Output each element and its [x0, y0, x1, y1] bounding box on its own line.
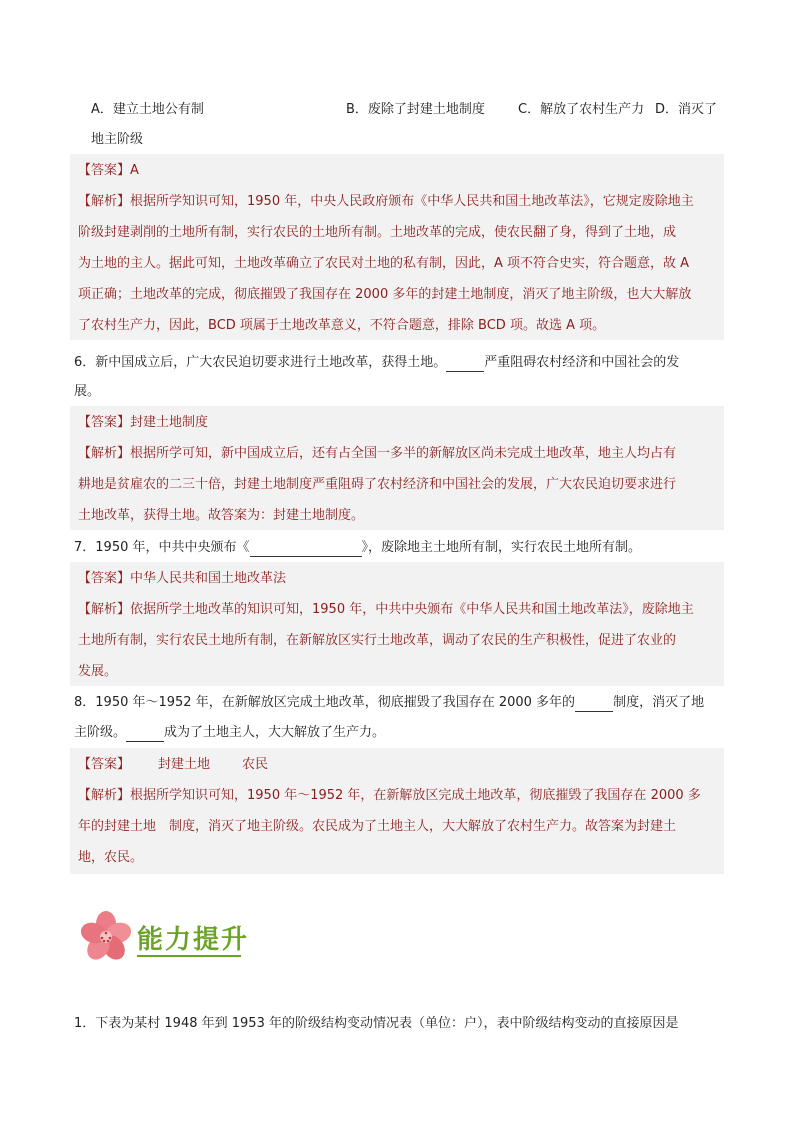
q7-answer: 【答案】中华人民共和国土地改革法 [78, 571, 287, 586]
q6-answer: 【答案】封建土地制度 [78, 415, 209, 430]
ability-section-title: 能力提升 [137, 925, 250, 955]
q5-analysis-line: 阶级封建剥削的土地所有制，实行农民的土地所有制。土地改革的完成，使农民翻了身，得到了土地，成 [78, 225, 677, 240]
q7-text-after: 》，废除地主土地所有制，实行农民土地所有制。 [361, 540, 642, 555]
q5-option-d: D．消灭了 [655, 102, 718, 117]
q8-text-before-2: 主阶级。 [74, 725, 127, 740]
q7-analysis-line: 【解析】依据所学土地改革的知识可知，1950 年，中共中央颁布《中华人民共和国土地改革法》，废除地主 [78, 602, 694, 617]
q8-answer-label: 【答案】 [78, 757, 131, 772]
q7-blank [250, 542, 362, 557]
q6-question-continued: 展。 [74, 384, 101, 399]
q5-option-c: C．解放了农村生产力 [518, 102, 645, 117]
ability-title-underline [137, 955, 241, 957]
q6-text-after: 严重阻碍农村经济和中国社会的发 [484, 355, 680, 370]
q6-answer-block [70, 406, 724, 530]
q7-analysis-line: 发展。 [78, 664, 118, 679]
q8-text-before: 8．1950 年～1952 年，在新解放区完成土地改革，彻底摧毁了我国存在 2000 多年的 [74, 695, 576, 710]
q8-analysis-line: 年的封建土地 制度，消灭了地主阶级。农民成为了土地主人，大大解放了农村生产力。故答案为封建土 [78, 819, 677, 834]
q6-analysis-line: 【解析】根据所学可知，新中国成立后，还有占全国一多半的新解放区尚未完成土地改革，地主人均占有 [78, 446, 677, 461]
ability-question-1: 1．下表为某村 1948 年到 1953 年的阶级结构变动情况表（单位：户），表中阶级结构变动的直接原因是 [74, 1016, 679, 1031]
q8-analysis-line: 地，农民。 [78, 850, 144, 865]
q5-option-a: A．建立土地公有制 [91, 102, 204, 117]
q8-analysis-line: 【解析】根据所学知识可知，1950 年～1952 年，在新解放区完成土地改革，彻底摧毁了我国存在 2000 多 [78, 788, 701, 803]
q8-answer-first: 封建土地 [158, 757, 211, 772]
q8-answer [78, 756, 268, 774]
q6-question [74, 354, 679, 372]
q6-analysis-line: 耕地是贫雇农的二三十倍，封建土地制度严重阻碍了农村经济和中国社会的发展，广大农民迫切要求进行 [78, 477, 677, 492]
q7-question [74, 539, 641, 557]
q7-text-before: 7．1950 年，中共中央颁布《 [74, 540, 250, 555]
q7-answer-block [70, 562, 724, 686]
q8-text-after-2: 成为了土地主人，大大解放了生产力。 [164, 725, 386, 740]
q8-text-after: 制度，消灭了地 [613, 695, 705, 710]
q8-question-continued [74, 724, 385, 742]
q5-analysis-line: 为土地的主人。据此可知，土地改革确立了农民对土地的私有制，因此，A 项不符合史实，符合题意，故 A [78, 256, 690, 271]
q8-question [74, 694, 704, 712]
q6-text-before: 6．新中国成立后，广大农民迫切要求进行土地改革，获得土地。 [74, 355, 447, 370]
q6-analysis-line: 土地改革，获得土地。故答案为：封建土地制度。 [78, 508, 365, 523]
q6-blank [446, 357, 484, 372]
q5-answer-block [70, 154, 724, 340]
q5-option-d-continued: 地主阶级 [91, 132, 144, 147]
q8-blank-1 [575, 697, 613, 712]
q7-analysis-line: 土地所有制，实行农民土地所有制，在新解放区实行土地改革，调动了农民的生产积极性，促进了农业的 [78, 633, 677, 648]
q8-answer-second: 农民 [242, 757, 269, 772]
flower-icon [78, 909, 134, 965]
q5-analysis-line: 项正确；土地改革的完成，彻底摧毁了我国存在 2000 多年的封建土地制度，消灭了地主阶级，也大大解放 [78, 287, 692, 302]
q8-answer-block [70, 748, 724, 874]
q8-blank-2 [126, 727, 164, 742]
q5-analysis-line: 了农村生产力，因此，BCD 项属于土地改革意义，不符合题意，排除 BCD 项。故选 A 项。 [78, 318, 606, 333]
q5-analysis-line: 【解析】根据所学知识可知，1950 年，中央人民政府颁布《中华人民共和国土地改革法》，它规定废除地主 [78, 194, 694, 209]
q5-option-b: B．废除了封建土地制度 [346, 102, 485, 117]
q5-answer: 【答案】A [78, 163, 139, 178]
